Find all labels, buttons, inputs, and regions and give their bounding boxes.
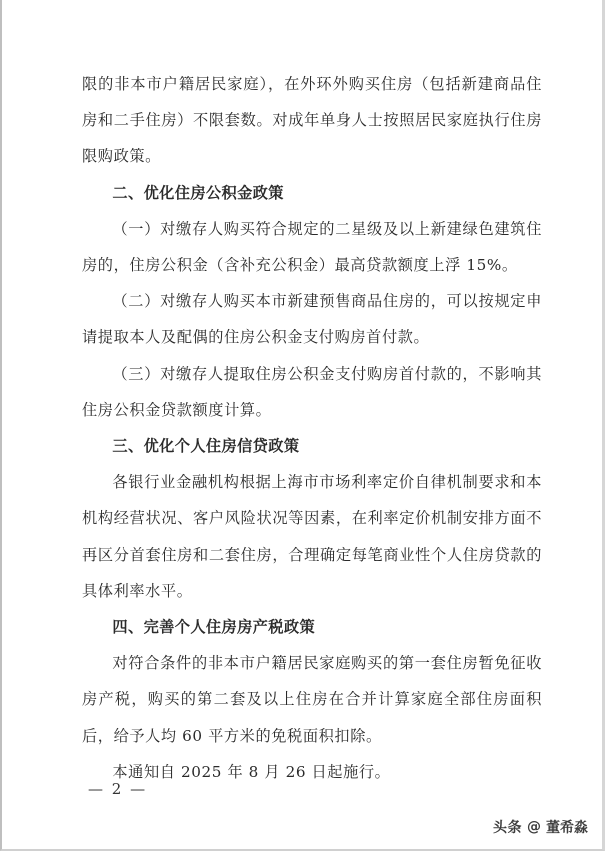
paragraph-continuation: 限的非本市户籍居民家庭），在外环外购买住房（包括新建商品住房和二手住房）不限套数。对成年单身人士按照居民家庭执行住房限购政策。 <box>82 75 542 166</box>
paragraph-fund-item-1: （一）对缴存人购买符合规定的二星级及以上新建绿色建筑住房的，住房公积金（含补充公积金）最高贷款额度上浮 15%。 <box>82 219 542 275</box>
watermark-brand: 头条 <box>493 820 522 836</box>
paragraph-property-tax: 对符合条件的非本市户籍居民家庭购买的第一套住房暂免征收房产税，购买的第二套及以上住房在合并计算家庭全部住房面积后，给予人均 60 平方米的免税面积扣除。 <box>82 654 542 745</box>
paragraph-effective-date: 本通知自 2025 年 8 月 26 日起施行。 <box>112 762 391 781</box>
paragraph-fund-item-3: （三）对缴存人提取住房公积金支付购房首付款的，不影响其住房公积金贷款额度计算。 <box>82 364 542 419</box>
page-number: — 2 — <box>88 780 148 798</box>
section-heading-credit-policy: 三、优化个人住房信贷政策 <box>112 437 300 456</box>
at-icon: @ <box>527 819 541 835</box>
paragraph-credit-policy: 各银行业金融机构根据上海市市场利率定价自律机制要求和本机构经营状况、客户风险状况等因素，在利率定价机制安排方面不再区分首套住房和二套住房，合理确定每笔商业性个人住房贷款的具体利率水平。 <box>82 473 542 600</box>
document-body <box>82 66 542 790</box>
section-heading-housing-fund: 二、优化住房公积金政策 <box>112 183 284 202</box>
watermark-handle: 董希淼 <box>546 820 588 836</box>
watermark <box>493 817 588 837</box>
section-heading-property-tax: 四、完善个人住房房产税政策 <box>112 618 316 637</box>
paragraph-fund-item-2: （二）对缴存人购买本市新建预售商品住房的，可以按规定申请提取本人及配偶的住房公积金支付购房首付款。 <box>82 292 542 347</box>
